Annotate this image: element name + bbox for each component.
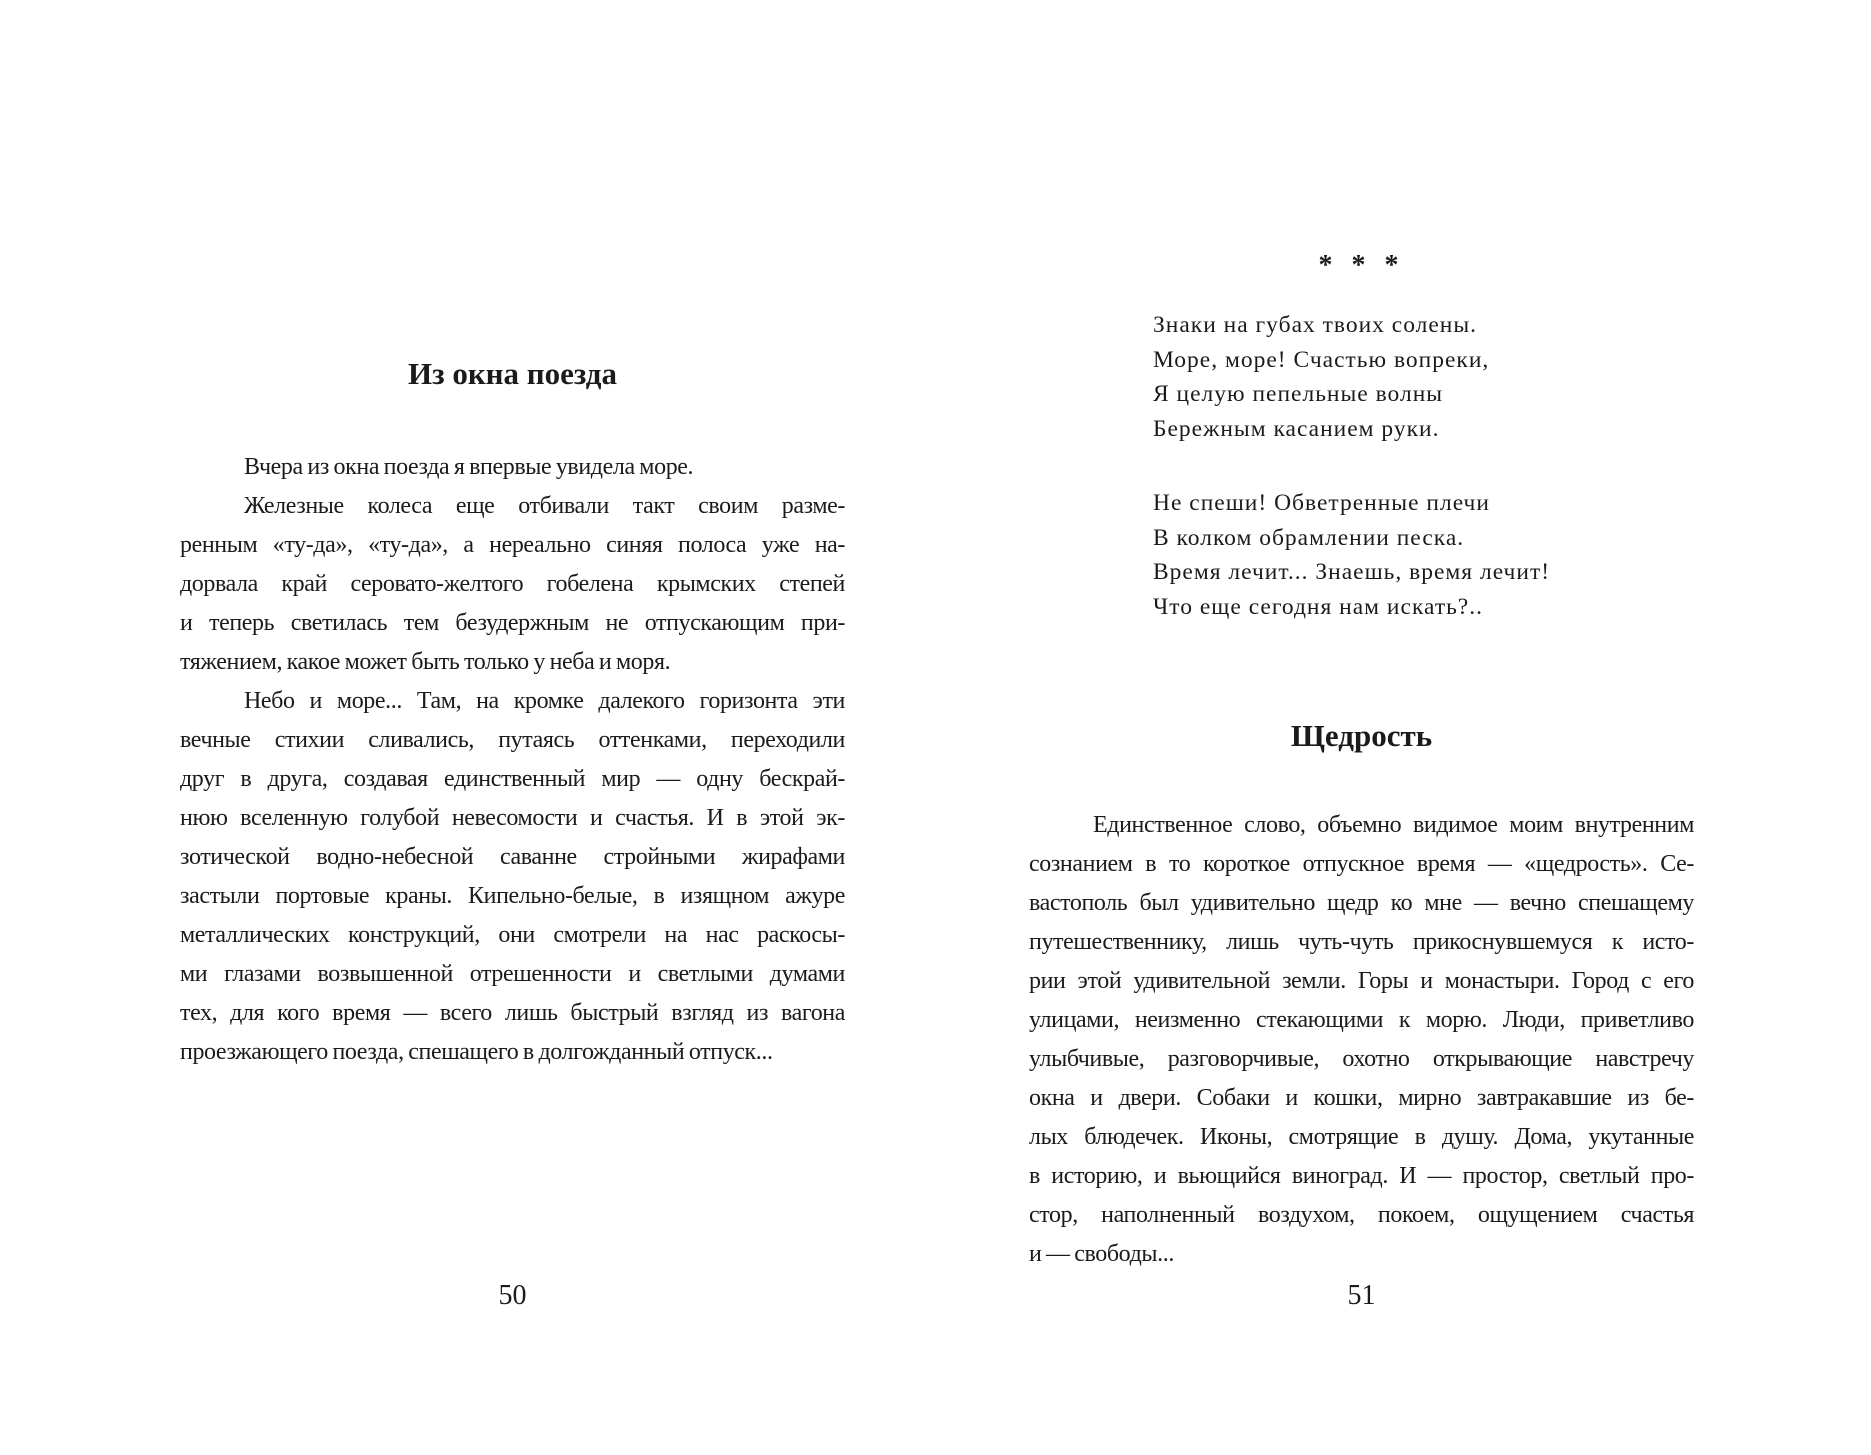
poem-line: Бережным касанием руки. bbox=[1153, 415, 1440, 442]
page-left bbox=[180, 0, 845, 1455]
text-line: проезжающего поезда, спешащего в долгожданный отпуск... bbox=[180, 1039, 773, 1065]
text-line: вастополь был удивительно щедр ко мне — вечно спешащему bbox=[1029, 890, 1694, 916]
text-line: вечные стихии сливались, путаясь оттенками, переходили bbox=[180, 727, 845, 753]
text-line: Вчера из окна поезда я впервые увидела море. bbox=[244, 454, 694, 480]
right-page-number: 51 bbox=[1347, 1280, 1376, 1311]
text-line: Железные колеса еще отбивали такт своим разме- bbox=[244, 493, 845, 519]
text-line: путешественнику, лишь чуть-чуть прикоснувшемуся к исто- bbox=[1029, 929, 1694, 955]
text-line: Небо и море... Там, на кромке далекого горизонта эти bbox=[244, 688, 845, 714]
text-line: металлических конструкций, они смотрели на нас раскосы- bbox=[180, 922, 845, 948]
text-line: окна и двери. Собаки и кошки, мирно завтракавшие из бе- bbox=[1029, 1085, 1694, 1111]
text-line: застыли портовые краны. Кипельно-белые, в изящном ажуре bbox=[180, 883, 845, 909]
text-line: лых блюдечек. Иконы, смотрящие в душу. Дома, укутанные bbox=[1029, 1124, 1694, 1150]
left-page-number: 50 bbox=[498, 1280, 527, 1311]
left-page-body bbox=[180, 448, 845, 1072]
poem-stanza bbox=[1153, 308, 1550, 446]
poem-line: Знаки на губах твоих солены. bbox=[1153, 312, 1478, 338]
poem-line: Время лечит... Знаешь, время лечит! bbox=[1153, 559, 1551, 585]
right-page-body bbox=[1029, 806, 1694, 1274]
text-line: Единственное слово, объемно видимое моим внутренним bbox=[1093, 812, 1694, 838]
poem-line: Не спеши! Обветренные плечи bbox=[1153, 490, 1490, 516]
text-line: друг в друга, создавая единственный мир — одну бескрай- bbox=[180, 766, 845, 792]
poem-line: В колком обрамлении песка. bbox=[1153, 524, 1465, 551]
text-line: тяжением, какое может быть только у неба и моря. bbox=[180, 649, 671, 675]
text-line: зотической водно-небесной саванне стройными жирафами bbox=[180, 844, 845, 870]
poem bbox=[1153, 308, 1550, 664]
text-line: рии этой удивительной земли. Горы и монастыри. Город с его bbox=[1029, 968, 1694, 994]
poem-line: Море, море! Счастью вопреки, bbox=[1153, 346, 1490, 373]
text-line: тех, для кого время — всего лишь быстрый взгляд из вагона bbox=[180, 1000, 845, 1026]
text-line: и теперь светилась тем безудержным не отпускающим при- bbox=[180, 610, 845, 636]
text-line: улицами, неизменно стекающими к морю. Люди, приветливо bbox=[1029, 1007, 1694, 1033]
poem-separator-stars: * * * bbox=[1318, 250, 1405, 281]
text-line: улыбчивые, разговорчивые, охотно открывающие навстречу bbox=[1029, 1046, 1694, 1072]
text-line: ренным «ту-да», «ту-да», а нереально синяя полоса уже на- bbox=[180, 532, 845, 558]
poem-line: Что еще сегодня нам искать?.. bbox=[1153, 593, 1483, 620]
poem-line: Я целую пепельные волны bbox=[1153, 381, 1444, 407]
page-right bbox=[1029, 0, 1694, 1455]
text-line: нюю вселенную голубой невесомости и счастья. И в этой эк- bbox=[180, 805, 845, 831]
poem-stanza bbox=[1153, 486, 1550, 624]
text-line: в историю, и вьющийся виноград. И — простор, светлый про- bbox=[1029, 1163, 1694, 1189]
text-line: и — свободы... bbox=[1029, 1241, 1174, 1267]
left-page-title: Из окна поезда bbox=[408, 356, 617, 391]
text-line: ми глазами возвышенной отрешенности и светлыми думами bbox=[180, 961, 845, 987]
text-line: дорвала край серовато-желтого гобелена крымских степей bbox=[180, 571, 845, 597]
text-line: сознанием в то короткое отпускное время — «щедрость». Се- bbox=[1029, 851, 1694, 877]
right-page-title: Щедрость bbox=[1290, 718, 1433, 753]
text-line: стор, наполненный воздухом, покоем, ощущением счастья bbox=[1029, 1202, 1694, 1228]
